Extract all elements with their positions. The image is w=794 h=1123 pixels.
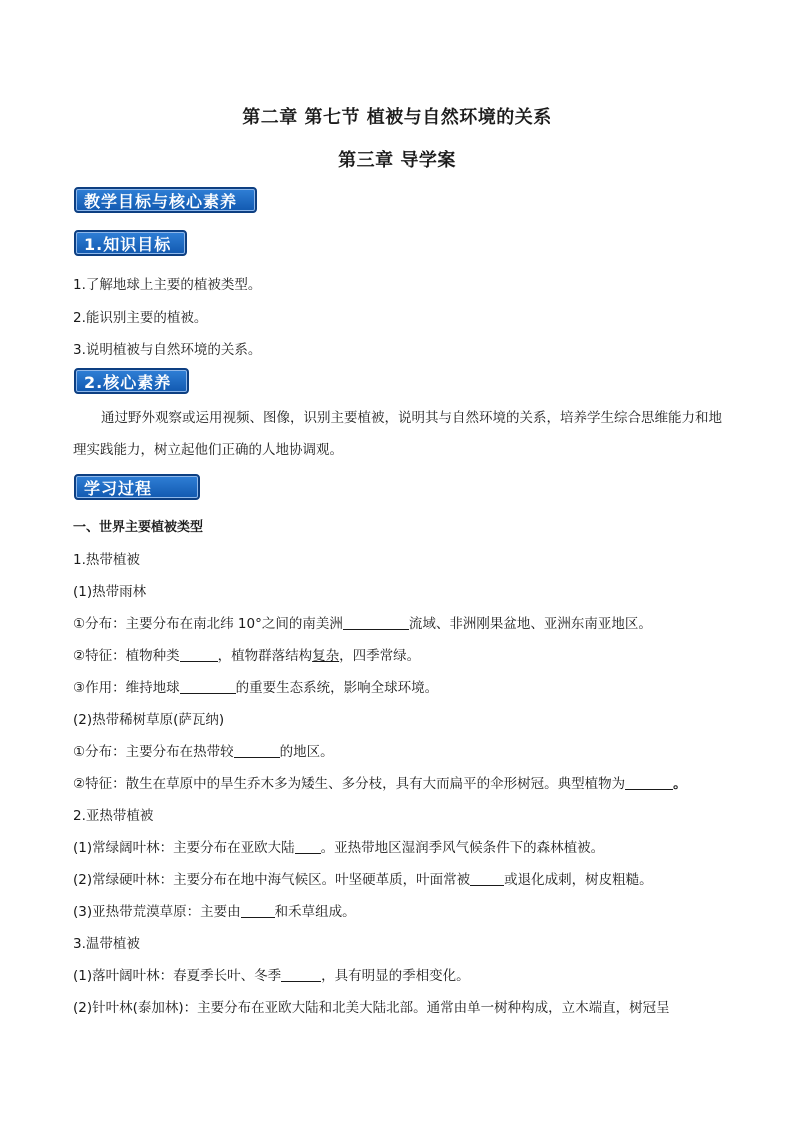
rainforest-role: ③作用：维持地球 的重要生态系统，影响全球环境。 [73,680,439,696]
answer-blank[interactable] [625,776,673,790]
banner-objectives: 教学目标与核心素养 [74,187,257,213]
rainforest-feature: ②特征：植物种类 ，植物群落结构复杂，四季常绿。 [73,648,421,664]
tropical-heading: 1.热带植被 [73,552,140,568]
knowledge-goal-3: 3.说明植被与自然环境的关系。 [73,342,262,358]
savanna-heading: (2)热带稀树草原(萨瓦纳) [73,712,225,728]
temperate-heading: 3.温带植被 [73,936,140,952]
answer-blank[interactable] [234,744,280,758]
page-subtitle: 第三章 导学案 [338,150,456,171]
evergreen-broadleaf: (1)常绿阔叶林：主要分布在亚欧大陆 。亚热带地区湿润季风气候条件下的森林植被。 [73,840,605,856]
banner-literacy: 2.核心素养 [74,368,189,394]
answer-blank[interactable] [241,904,275,918]
savanna-feature: ②特征：散生在草原中的旱生乔木多为矮生、多分枝，具有大而扁平的伞形树冠。典型植物为 。 [73,776,687,792]
answer-blank[interactable] [470,872,504,886]
sclerophyll-forest: (2)常绿硬叶林：主要分布在地中海气候区。叶坚硬革质，叶面常被 或退化成刺，树皮粗糙。 [73,872,653,888]
savanna-distribution: ①分布：主要分布在热带较 的地区。 [73,744,334,760]
answer-blank[interactable] [281,968,321,982]
banner-knowledge: 1.知识目标 [74,230,187,256]
page-title: 第二章 第七节 植被与自然环境的关系 [242,107,552,128]
rainforest-heading: (1)热带雨林 [73,584,147,600]
desert-steppe: (3)亚热带荒漠草原：主要由 和禾草组成。 [73,904,356,920]
rainforest-distribution: ①分布：主要分布在南北纬 10°之间的南美洲 流域、非洲刚果盆地、亚洲东南亚地区。 [73,616,652,632]
subtropical-heading: 2.亚热带植被 [73,808,154,824]
answer-blank[interactable] [180,648,218,662]
deciduous-forest: (1)落叶阔叶林：春夏季长叶、冬季 ，具有明显的季相变化。 [73,968,470,984]
section-heading: 一、世界主要植被类型 [73,520,204,535]
answer-blank[interactable] [295,840,321,854]
banner-process: 学习过程 [74,474,200,500]
answer-blank[interactable] [180,680,236,694]
knowledge-goal-2: 2.能识别主要的植被。 [73,310,208,326]
knowledge-goal-1: 1.了解地球上主要的植被类型。 [73,277,262,293]
literacy-paragraph: 通过野外观察或运用视频、图像，识别主要植被，说明其与自然环境的关系，培养学生综合思维能力和地理实践能力，树立起他们正确的人地协调观。 [73,410,722,458]
answer-blank[interactable] [343,616,409,630]
taiga-forest: (2)针叶林(泰加林)：主要分布在亚欧大陆和北美大陆北部。通常由单一树种构成，立木端直，树冠呈 [73,1000,670,1016]
